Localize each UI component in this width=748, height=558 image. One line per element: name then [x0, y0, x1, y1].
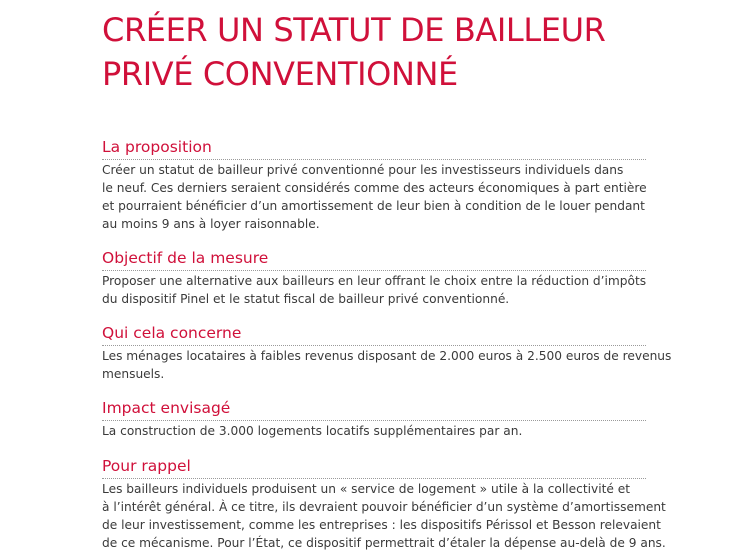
body-line: mensuels.: [102, 367, 165, 381]
section-heading: Impact envisagé: [102, 399, 646, 421]
section-body: [102, 421, 646, 440]
section-qui-cela-concerne: [102, 324, 672, 383]
page-title: [102, 8, 605, 96]
section-impact: [102, 399, 646, 440]
body-line: Créer un statut de bailleur privé conventionné pour les investisseurs individuels dans: [102, 163, 624, 177]
section-proposition: [102, 138, 646, 233]
section-body: [102, 479, 666, 552]
body-line: Les bailleurs individuels produisent un « service de logement » utile à la collectivité et: [102, 482, 631, 496]
body-line: du dispositif Pinel et le statut fiscal de bailleur privé conventionné.: [102, 292, 510, 306]
body-line: et pourraient bénéficier d’un amortissement de leur bien à condition de le louer pendant: [102, 199, 645, 213]
section-objectif: [102, 249, 646, 308]
section-heading: La proposition: [102, 138, 646, 160]
section-heading: Objectif de la mesure: [102, 249, 646, 271]
section-heading: Qui cela concerne: [102, 324, 646, 346]
section-body: [102, 160, 646, 233]
section-pour-rappel: [102, 457, 666, 552]
body-line: au moins 9 ans à loyer raisonnable.: [102, 217, 320, 231]
body-line: La construction de 3.000 logements locatifs supplémentaires par an.: [102, 424, 523, 438]
section-body: [102, 346, 672, 383]
body-line: de ce mécanisme. Pour l’État, ce dispositif permettrait d’étaler la dépense au-delà de 9 ans.: [102, 536, 666, 550]
body-line: Les ménages locataires à faibles revenus disposant de 2.000 euros à 2.500 euros de revenus: [102, 349, 672, 363]
body-line: à l’intérêt général. À ce titre, ils devraient pouvoir bénéficier d’un système d’amortissement: [102, 500, 666, 514]
body-line: de leur investissement, comme les entreprises : les dispositifs Périssol et Besson relevaient: [102, 518, 661, 532]
page-title-line: PRIVÉ CONVENTIONNÉ: [102, 55, 458, 93]
section-body: [102, 271, 646, 308]
section-heading: Pour rappel: [102, 457, 646, 479]
body-line: Proposer une alternative aux bailleurs en leur offrant le choix entre la réduction d’impôts: [102, 274, 647, 288]
page-title-line: CRÉER UN STATUT DE BAILLEUR: [102, 11, 606, 49]
body-line: le neuf. Ces derniers seraient considérés comme des acteurs économiques à part entière: [102, 181, 647, 195]
